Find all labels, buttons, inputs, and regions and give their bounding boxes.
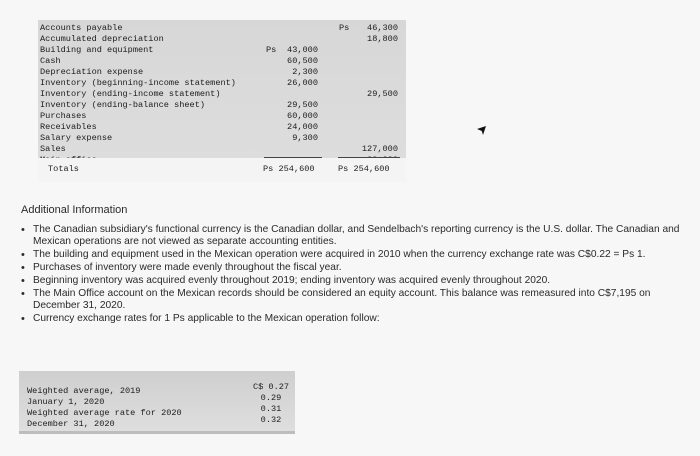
list-item: • Purchases of inventory were made evenly throughout the fiscal year. [21,262,693,274]
debit-amount: 60,500 [287,56,318,66]
totals-row [38,158,406,182]
account-label: Sales [40,144,66,154]
table-row [38,133,406,144]
debit-amount: 9,300 [292,133,318,143]
credit-currency: Ps [339,23,350,33]
rate-value: 0.29 [260,393,282,403]
table-row [38,56,406,67]
list-item: • The Main Office account on the Mexican records should be considered an equity account. This balance was remeasured into C$7,195 on December 31, 2020. [21,288,693,312]
debit-amount: 29,500 [287,100,318,110]
credit-amount: 46,300 [367,23,398,33]
account-label: Inventory (beginning-income statement) [40,78,236,88]
account-label: Building and equipment [40,45,154,55]
table-row [38,23,406,34]
table-row [38,122,406,133]
account-label: Cash [40,56,61,66]
table-row [38,111,406,122]
table-row [38,78,406,89]
table-row [38,34,406,45]
table-row [38,144,406,155]
rate-label: January 1, 2020 [27,397,105,407]
debit-amount: 60,000 [287,111,318,121]
account-label: Depreciation expense [40,67,144,77]
debit-amount: 43,000 [287,45,318,55]
account-label: Accumulated depreciation [40,34,164,44]
rate-label: Weighted average, 2019 [27,386,141,396]
credit-amount: 29,500 [367,89,398,99]
table-row [38,100,406,111]
additional-info-list [21,224,693,326]
account-label: Purchases [40,111,87,121]
credit-amount: 127,000 [361,144,398,154]
account-label: Salary expense [40,133,113,143]
rate-label: Weighted average rate for 2020 [27,408,182,418]
exchange-rate-table-border [19,431,295,434]
rate-label: December 31, 2020 [27,419,115,429]
table-row [19,415,295,430]
total-debit: Ps 254,600 [263,164,315,174]
debit-amount: 2,300 [292,67,318,77]
list-item: • Beginning inventory was acquired evenly throughout 2019; ending inventory was acquired evenly throughout 2020. [21,275,693,287]
total-credit: Ps 254,600 [338,164,390,174]
debit-amount: 24,000 [287,122,318,132]
rate-value: C$ 0.27 [252,382,290,392]
credit-amount: 18,800 [367,34,398,44]
additional-info-title: Additional Information [21,204,128,216]
totals-label: Totals [48,164,79,174]
trial-balance-table [38,20,406,182]
list-item: • The Canadian subsidiary's functional currency is the Canadian dollar, and Sendelbach's reporting currency is the U.S. dollar. The Canadian and Mexican operations are not viewed as separate accounting entities. [21,224,693,248]
account-label: Inventory (ending-income statement) [40,89,221,99]
table-row [38,89,406,100]
rate-value: 0.31 [260,404,282,414]
account-label: Accounts payable [40,23,123,33]
debit-currency: Ps [266,45,277,55]
table-row [38,45,406,56]
account-label: Inventory (ending-balance sheet) [40,100,206,110]
list-item: • The building and equipment used in the Mexican operation were acquired in 2010 when the currency exchange rate was C$0.22 = Ps 1. [21,249,693,261]
exchange-rate-table [19,371,295,431]
rate-value: 0.32 [260,415,282,425]
mouse-pointer-icon [476,124,488,136]
list-item: • Currency exchange rates for 1 Ps applicable to the Mexican operation follow: [21,313,693,325]
debit-amount: 26,000 [287,78,318,88]
account-label: Receivables [40,122,97,132]
table-row [38,67,406,78]
